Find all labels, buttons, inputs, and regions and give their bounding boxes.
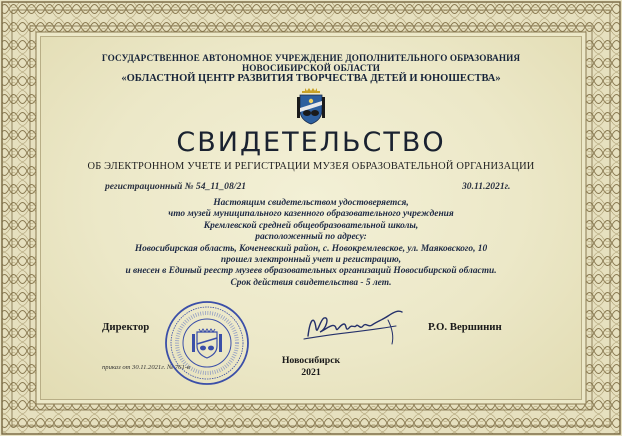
body-line: Срок действия свидетельства - 5 лет. [230, 277, 392, 288]
order-reference: приказ от 30.11.2021г. № 761-в [102, 364, 190, 371]
certificate-title: СВИДЕТЕЛЬСТВО [176, 127, 446, 158]
body-line: что музей муниципального казенного образовательного учреждения [168, 209, 454, 220]
director-label: Директор [102, 321, 150, 333]
certificate-body-text [40, 198, 582, 289]
body-line: расположенный по адресу: [255, 232, 367, 243]
official-seal-icon [164, 300, 250, 386]
header-line-2: НОВОСИБИРСКОЙ ОБЛАСТИ [241, 63, 381, 73]
novosibirsk-coat-of-arms-icon [296, 88, 326, 126]
body-line: и внесен в Единый реестр музеев образовательных организаций Новосибирской области. [125, 266, 497, 277]
body-line: Кремлевской средней общеобразовательной школы, [203, 220, 419, 231]
director-name: Р.О. Вершинин [428, 321, 502, 333]
director-signature [300, 306, 412, 348]
year: 2021 [301, 366, 321, 378]
place-block [250, 355, 372, 378]
body-line: прошел электронный учет и регистрацию, [220, 255, 402, 266]
header-line-1: ГОСУДАРСТВЕННОЕ АВТОНОМНОЕ УЧРЕЖДЕНИЕ ДОПОЛНИТЕЛЬНОГО ОБРАЗОВАНИЯ [101, 53, 521, 63]
registration-date: 30.11.2021г. [462, 181, 511, 192]
city: Новосибирск [281, 355, 341, 366]
body-line: Новосибирская область, Коченевский район, с. Новокремлевское, ул. Маяковского, 10 [134, 243, 488, 254]
certificate-subtitle: ОБ ЭЛЕКТРОННОМ УЧЕТЕ И РЕГИСТРАЦИИ МУЗЕЯ ОБРАЗОВАТЕЛЬНОЙ ОРГАНИЗАЦИИ [87, 161, 535, 172]
registration-number: регистрационный № 54_11_08/21 [105, 181, 247, 192]
header-line-3: «ОБЛАСТНОЙ ЦЕНТР РАЗВИТИЯ ТВОРЧЕСТВА ДЕТЕЙ И ЮНОШЕСТВА» [121, 73, 501, 84]
body-line: Настоящим свидетельством удостоверяется, [213, 198, 409, 208]
